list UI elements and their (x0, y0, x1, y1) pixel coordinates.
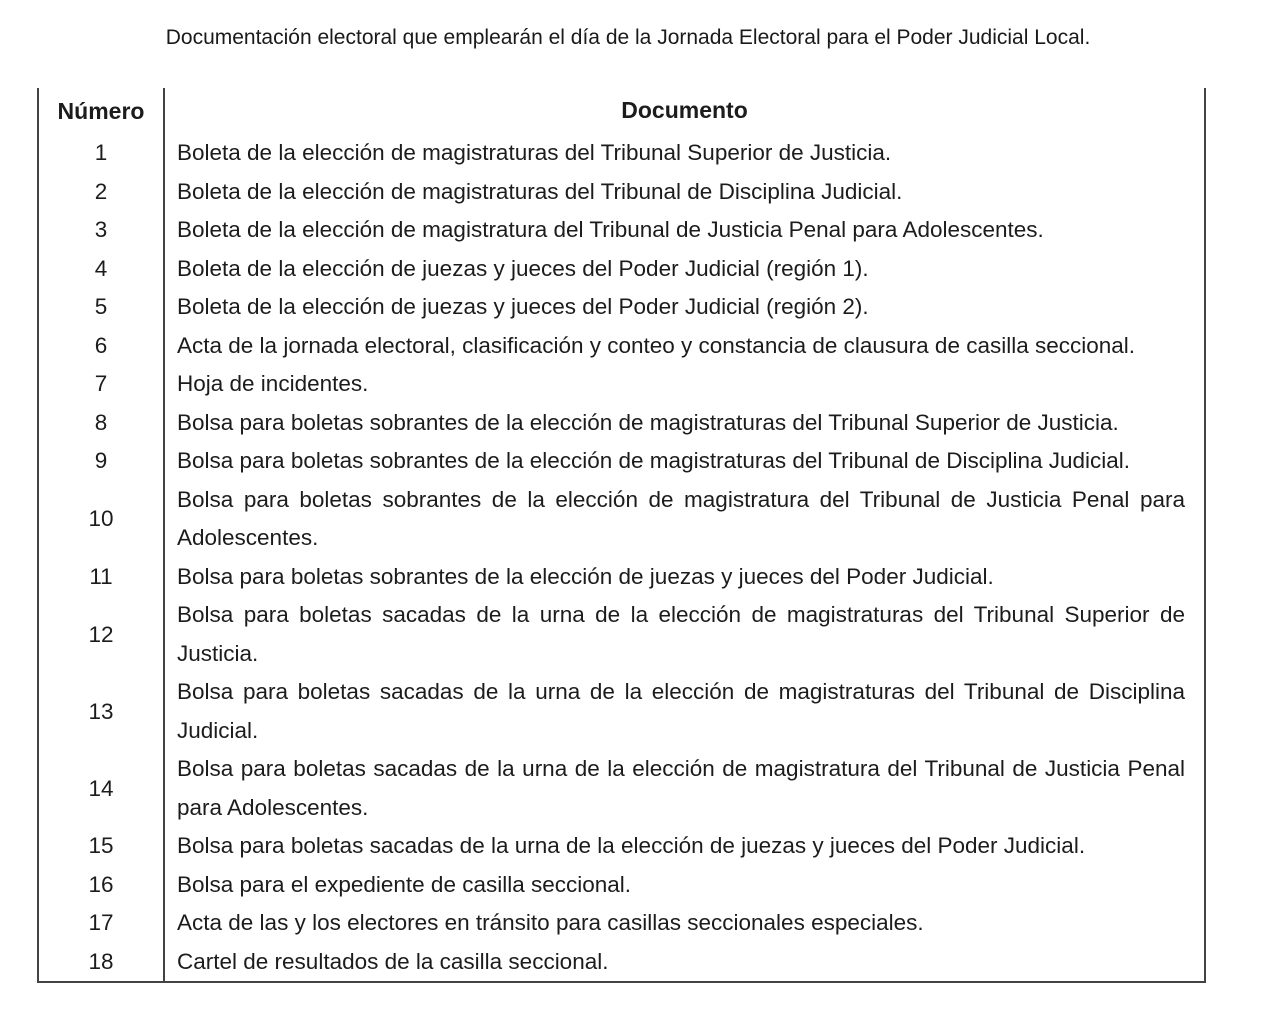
row-document: Acta de la jornada electoral, clasificación y conteo y constancia de clausura de casilla seccional. (177, 332, 1136, 358)
row-document: Bolsa para boletas sacadas de la urna de la elección de magistraturas del Tribunal Superior de Justicia. (177, 602, 1185, 666)
row-number: 8 (39, 404, 165, 443)
row-document: Bolsa para boletas sacadas de la urna de la elección de magistratura del Tribunal de Justicia Penal para Adolescentes. (177, 756, 1185, 820)
row-number: 14 (39, 750, 165, 827)
row-document: Bolsa para boletas sacadas de la urna de la elección de magistraturas del Tribunal de Disciplina Judicial. (177, 679, 1185, 743)
row-document: Bolsa para boletas sobrantes de la elección de juezas y jueces del Poder Judicial. (177, 563, 994, 589)
table-row (39, 750, 1204, 827)
row-number: 13 (39, 673, 165, 750)
row-document: Bolsa para boletas sobrantes de la elección de magistraturas del Tribunal de Disciplina Judicial. (177, 448, 1131, 473)
row-number: 16 (39, 866, 165, 905)
table-row (39, 365, 1204, 404)
row-document: Bolsa para el expediente de casilla seccional. (177, 871, 632, 897)
table-row (39, 211, 1204, 250)
row-document: Acta de las y los electores en tránsito para casillas seccionales especiales. (177, 910, 924, 935)
row-document: Hoja de incidentes. (177, 371, 369, 396)
row-document: Bolsa para boletas sacadas de la urna de la elección de juezas y jueces del Poder Judicial. (177, 833, 1086, 858)
table-row (39, 327, 1204, 366)
row-number: 15 (39, 827, 165, 866)
row-document: Boleta de la elección de juezas y jueces del Poder Judicial (región 1). (177, 255, 869, 281)
table-row (39, 827, 1204, 866)
row-document: Bolsa para boletas sobrantes de la elección de magistraturas del Tribunal Superior de Justicia. (177, 409, 1119, 435)
row-number: 6 (39, 327, 165, 366)
document-title: Documentación electoral que emplearán el día de la Jornada Electoral para el Poder Judicial Local. (165, 26, 1091, 49)
row-number: 17 (39, 904, 165, 943)
table-row (39, 442, 1204, 481)
row-number: 9 (39, 442, 165, 481)
row-number: 11 (39, 558, 165, 597)
documents-table (37, 88, 1206, 983)
table-row (39, 404, 1204, 443)
row-number: 10 (39, 481, 165, 558)
row-number: 2 (39, 173, 165, 212)
row-number: 4 (39, 250, 165, 289)
table-row (39, 866, 1204, 905)
row-document: Boleta de la elección de magistraturas del Tribunal Superior de Justicia. (177, 140, 892, 165)
row-number: 12 (39, 596, 165, 673)
table-row (39, 134, 1204, 173)
row-document: Boleta de la elección de juezas y jueces del Poder Judicial (región 2). (177, 294, 869, 319)
table-row (39, 596, 1204, 673)
table-row (39, 904, 1204, 943)
row-document: Boleta de la elección de magistratura del Tribunal de Justicia Penal para Adolescentes. (177, 217, 1044, 242)
row-number: 1 (39, 134, 165, 173)
table-row (39, 288, 1204, 327)
table-row (39, 481, 1204, 558)
header-numero: Número (39, 88, 165, 134)
row-number: 5 (39, 288, 165, 327)
header-documento: Documento (621, 97, 748, 123)
table-row (39, 943, 1204, 982)
row-document: Cartel de resultados de la casilla seccional. (177, 948, 609, 974)
table-row (39, 673, 1204, 750)
row-number: 7 (39, 365, 165, 404)
table-row (39, 173, 1204, 212)
row-number: 3 (39, 211, 165, 250)
table-header-row (39, 88, 1204, 134)
row-number: 18 (39, 943, 165, 982)
table-row (39, 558, 1204, 597)
table-row (39, 250, 1204, 289)
row-document: Boleta de la elección de magistraturas del Tribunal de Disciplina Judicial. (177, 178, 903, 204)
row-document: Bolsa para boletas sobrantes de la elección de magistratura del Tribunal de Justicia Penal para Adolescentes. (177, 486, 1185, 550)
